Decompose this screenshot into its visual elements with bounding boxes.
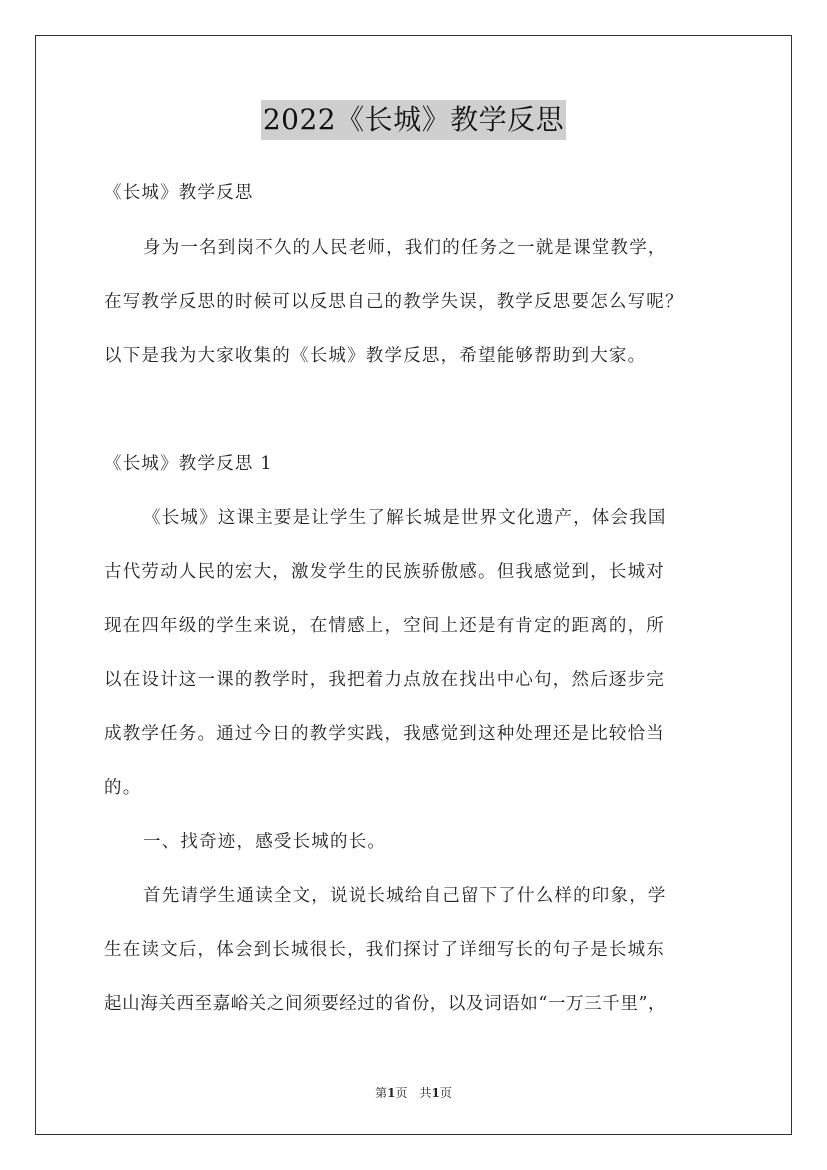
footer-page-suffix: 页 xyxy=(439,1086,452,1100)
point1-heading: 一、找奇迹，感受长城的长。 xyxy=(143,832,387,852)
footer-total-pages: 1 xyxy=(431,1086,440,1100)
title-wrap xyxy=(0,100,827,140)
intro-heading: 《长城》教学反思 xyxy=(104,183,254,203)
section1-line-2: 古代劳动人民的宏大，激发学生的民族骄傲感。但我感觉到，长城对 xyxy=(104,562,665,582)
page-footer xyxy=(0,1084,827,1101)
point1-line-2: 生在读文后，体会到长城很长，我们探讨了详细写长的句子是长城东 xyxy=(104,940,665,960)
section1-heading: 《长城》教学反思 1 xyxy=(104,454,273,474)
point1-line-1: 首先请学生通读全文，说说长城给自己留下了什么样的印象，学 xyxy=(143,886,667,906)
footer-page-number: 1 xyxy=(387,1086,396,1100)
section1-line-6: 的。 xyxy=(104,778,142,798)
footer-page-mid: 页 共 xyxy=(395,1086,432,1100)
intro-line-1: 身为一名到岗不久的人民老师，我们的任务之一就是课堂教学， xyxy=(143,238,667,258)
section1-line-3: 现在四年级的学生来说，在情感上，空间上还是有肯定的距离的，所 xyxy=(104,616,665,636)
footer-page-prefix: 第 xyxy=(375,1086,388,1100)
document-title: 2022《长城》教学反思 xyxy=(261,100,566,140)
section1-line-5: 成教学任务。通过今日的教学实践，我感觉到这种处理还是比较恰当 xyxy=(104,724,665,744)
section1-line-1: 《长城》这课主要是让学生了解长城是世界文化遗产，体会我国 xyxy=(143,508,667,528)
point1-line-3: 起山海关西至嘉峪关之间须要经过的省份，以及词语如“一万三千里”， xyxy=(104,994,667,1014)
section1-line-4: 以在设计这一课的教学时，我把着力点放在找出中心句，然后逐步完 xyxy=(104,670,665,690)
intro-line-3: 以下是我为大家收集的《长城》教学反思，希望能够帮助到大家。 xyxy=(104,346,647,366)
intro-line-2: 在写教学反思的时候可以反思自己的教学失误，教学反思要怎么写呢？ xyxy=(104,292,684,312)
